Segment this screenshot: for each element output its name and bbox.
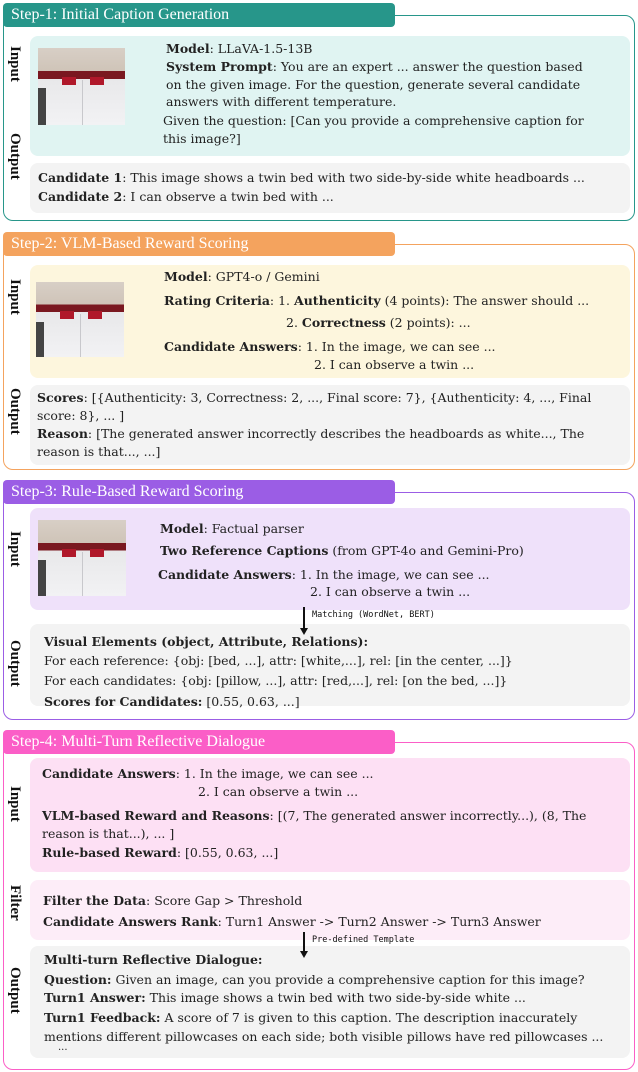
dialogue-heading: Multi-turn Reflective Dialogue: — [44, 952, 263, 967]
step2-header: Step-2: VLM-Based Reward Scoring — [3, 232, 395, 256]
model-line: Model: LLaVA-1.5-13B — [166, 41, 313, 56]
scores-line: score: 8}, ... ] — [37, 408, 125, 423]
rating-criteria-2: 2. Correctness (2 points): ... — [286, 315, 471, 330]
vlm-reward-line: reason is that...), ... ] — [42, 826, 175, 841]
answers-rank: Candidate Answers Rank: Turn1 Answer -> Turn2 Answer -> Turn3 Answer — [43, 914, 541, 929]
question-line: this image?] — [163, 131, 241, 146]
model-line: Model: GPT4-o / Gemini — [164, 269, 320, 284]
step4-header: Step-4: Multi-Turn Reflective Dialogue — [3, 730, 395, 754]
question: Question: Given an image, can you provide a comprehensive caption for this image? — [44, 972, 585, 987]
vlm-reward: VLM-based Reward and Reasons: [(7, The generated answer incorrectly...), (8, The — [42, 808, 587, 823]
filter-data: Filter the Data: Score Gap > Threshold — [43, 893, 303, 908]
matching-arrow — [303, 607, 305, 633]
matching-label: Matching (WordNet, BERT) — [312, 610, 435, 620]
input-label: Input — [7, 279, 23, 315]
rating-criteria: Rating Criteria: 1. Authenticity (4 points): The answer should ... — [164, 293, 590, 308]
candidate-answer-2: 2. I can observe a twin ... — [198, 784, 359, 799]
system-prompt-line: answers with different temperature. — [166, 94, 397, 109]
step1-header: Step-1: Initial Caption Generation — [3, 3, 395, 27]
input-label: Input — [7, 786, 23, 822]
reference-elements: For each reference: {obj: [bed, ...], attr: [white,...], rel: [in the center, ...]} — [44, 653, 513, 668]
candidate-answer-2: 2. I can observe a twin ... — [310, 584, 471, 599]
reason-line: reason is that..., ...] — [37, 444, 161, 459]
filter-label: Filter — [7, 885, 23, 921]
rule-reward: Rule-based Reward: [0.55, 0.63, ...] — [42, 845, 279, 860]
template-arrow — [303, 932, 305, 956]
candidate-answers: Candidate Answers: 1. In the image, we can see ... — [158, 567, 490, 582]
turn1-feedback-line: mentions different pillowcases on each side; both visible pillows have red pillowcases ... — [44, 1029, 604, 1044]
candidate-scores: Scores for Candidates: [0.55, 0.63, ...] — [44, 694, 300, 709]
candidate-answer-2: 2. I can observe a twin ... — [314, 357, 475, 372]
output-label: Output — [7, 133, 23, 180]
bed-image — [36, 282, 124, 357]
step4-filter-block — [30, 880, 630, 940]
output-label: Output — [7, 388, 23, 435]
question-line: Given the question: [Can you provide a comprehensive caption for — [163, 113, 584, 128]
step3-header: Step-3: Rule-Based Reward Scoring — [3, 480, 395, 504]
candidate-1: Candidate 1: This image shows a twin bed with two side-by-side white headboards ... — [38, 170, 585, 185]
output-label: Output — [7, 640, 23, 687]
turn1-answer: Turn1 Answer: This image shows a twin bed with two side-by-side white ... — [44, 990, 526, 1005]
candidate-elements: For each candidates: {obj: [pillow, ...], attr: [red,...], rel: [on the bed, ...]} — [44, 673, 508, 688]
candidate-answers: Candidate Answers: 1. In the image, we can see ... — [164, 339, 496, 354]
bed-image — [38, 520, 126, 596]
template-label: Pre-defined Template — [312, 935, 415, 945]
candidate-2: Candidate 2: I can observe a twin bed with ... — [38, 189, 334, 204]
candidate-answers: Candidate Answers: 1. In the image, we can see ... — [42, 766, 374, 781]
input-label: Input — [7, 531, 23, 567]
visual-elements-heading: Visual Elements (object, Attribute, Relations): — [44, 634, 369, 649]
system-prompt: System Prompt: You are an expert ... answer the question based — [166, 59, 583, 74]
turn1-feedback: Turn1 Feedback: A score of 7 is given to this caption. The description inaccurately — [44, 1010, 578, 1025]
output-label: Output — [7, 967, 23, 1014]
model-line: Model: Factual parser — [160, 521, 304, 536]
bed-image — [38, 48, 125, 125]
input-label: Input — [7, 46, 23, 82]
system-prompt-line: on the given image. For the question, generate several candidate — [166, 77, 581, 92]
scores: Scores: [{Authenticity: 3, Correctness: 2, ..., Final score: 7}, {Authenticity: 4, ..., Final — [37, 390, 592, 405]
ellipsis: ... — [58, 1042, 68, 1053]
reason: Reason: [The generated answer incorrectly describes the headboards as white..., The — [37, 426, 585, 441]
reference-captions: Two Reference Captions (from GPT-4o and Gemini-Pro) — [160, 543, 524, 558]
